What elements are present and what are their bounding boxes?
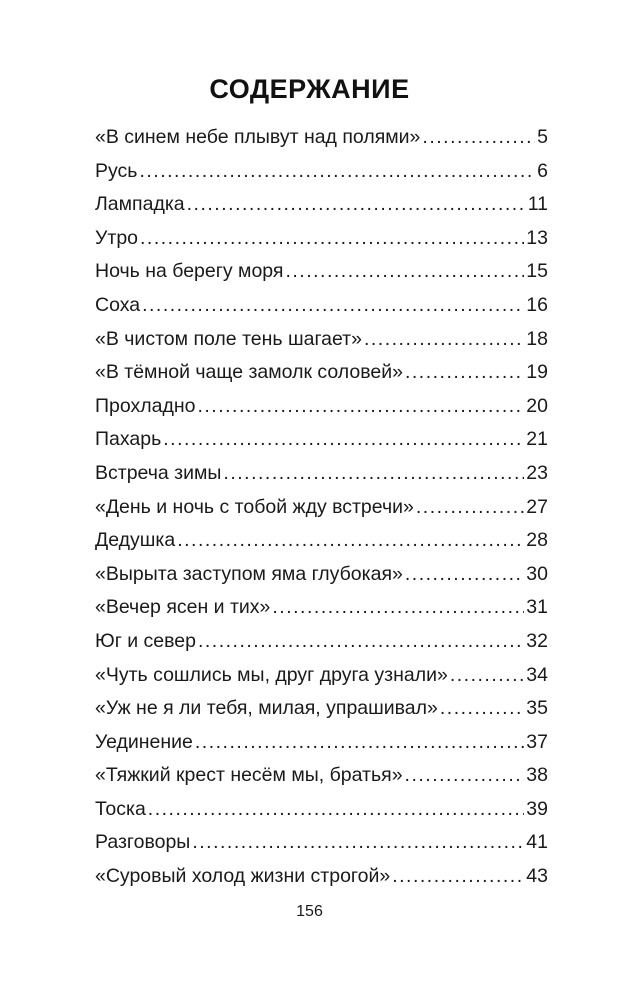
dot-leader [392,860,524,894]
toc-entry-title: Утро [95,226,139,249]
dot-leader [405,558,524,592]
toc-entry-title: Уединение [95,730,193,753]
toc-entry-title: Разговоры [95,831,191,854]
toc-entry [95,255,548,289]
toc-entry-page: 41 [526,831,548,854]
toc-entry [95,491,548,525]
toc-entry-title: Прохладно [95,394,196,417]
toc-entry-page: 38 [526,764,548,787]
toc-entry [95,860,548,894]
toc-entry [95,222,548,256]
toc-entry [95,625,548,659]
dot-leader [197,390,524,424]
toc-entry-page: 34 [526,663,548,686]
dot-leader [198,625,524,659]
toc-entry [95,323,548,357]
toc-entry-title: «День и ночь с тобой жду встречи» [95,495,414,518]
dot-leader [450,659,524,693]
dot-leader [416,491,524,525]
dot-leader [405,356,524,390]
dot-leader [187,188,526,222]
toc-entry-page: 37 [526,730,548,753]
toc-entry [95,726,548,760]
dot-leader [192,826,524,860]
dot-leader [142,289,524,323]
toc-entry [95,289,548,323]
dot-leader [272,591,524,625]
toc-entry-title: Встреча зимы [95,461,222,484]
toc-entry [95,155,548,189]
toc-entry-title: Юг и север [95,629,196,652]
toc-entry-page: 18 [526,327,548,350]
dot-leader [364,323,524,357]
toc-entry-page: 19 [526,361,548,384]
toc-entry-title: «В чистом поле тень шагает» [95,327,362,350]
toc-entry-title: «Вырыта заступом яма глубокая» [95,562,403,585]
page-number: 156 [296,903,323,920]
toc-entry-title: Соха [95,293,141,316]
toc-entry-title: Русь [95,159,138,182]
table-of-contents [95,121,548,894]
toc-entry-page: 15 [526,260,548,283]
toc-entry [95,793,548,827]
toc-entry-page: 35 [526,697,548,720]
dot-leader [163,423,524,457]
toc-entry-page: 5 [537,126,548,148]
toc-entry-page: 20 [526,394,548,417]
dot-leader [440,692,524,726]
toc-entry-page: 16 [526,293,548,316]
toc-entry [95,826,548,860]
toc-entry-page: 6 [537,159,548,182]
toc-entry [95,423,548,457]
toc-entry [95,121,548,155]
dot-leader [195,726,524,760]
dot-leader [422,121,535,155]
toc-entry-page: 23 [526,461,548,484]
toc-entry [95,591,548,625]
dot-leader [223,457,524,491]
toc-entry-page: 32 [526,629,548,652]
toc-entry-page: 13 [526,226,548,249]
toc-entry [95,759,548,793]
toc-entry [95,558,548,592]
toc-entry-page: 30 [526,562,548,585]
toc-entry [95,188,548,222]
dot-leader [177,524,524,558]
toc-entry-title: «В синем небе плывут над полями» [95,126,421,148]
toc-entry-title: «Тяжкий крест несём мы, братья» [95,764,403,787]
toc-entry-title: Тоска [95,797,146,820]
dot-leader [285,255,524,289]
toc-entry [95,457,548,491]
toc-entry-page: 28 [526,529,548,552]
toc-entry-title: «Уж не я ли тебя, милая, упрашивал» [95,697,438,720]
toc-entry-title: «В тёмной чаще замолк соловей» [95,361,403,384]
toc-entry-title: Пахарь [95,428,162,451]
toc-entry [95,356,548,390]
toc-entry-title: Лампадка [95,193,185,216]
dot-leader [140,222,524,256]
toc-entry [95,659,548,693]
toc-entry [95,692,548,726]
toc-entry-title: «Чуть сошлись мы, друг друга узнали» [95,663,448,686]
page-title: СОДЕРЖАНИЕ [209,74,410,104]
dot-leader [148,793,525,827]
toc-entry-page: 11 [527,193,548,216]
toc-entry [95,390,548,424]
toc-entry-title: Дедушка [95,529,176,552]
toc-entry-page: 31 [526,596,548,619]
toc-entry-page: 43 [526,865,548,888]
toc-entry-title: Ночь на берегу моря [95,260,284,283]
toc-entry [95,524,548,558]
toc-entry-page: 39 [526,797,548,820]
dot-leader [405,759,525,793]
toc-entry-page: 21 [526,428,548,451]
toc-entry-title: «Суровый холод жизни строгой» [95,865,391,888]
dot-leader [139,155,535,189]
toc-entry-page: 27 [526,495,548,518]
toc-entry-title: «Вечер ясен и тих» [95,596,271,619]
